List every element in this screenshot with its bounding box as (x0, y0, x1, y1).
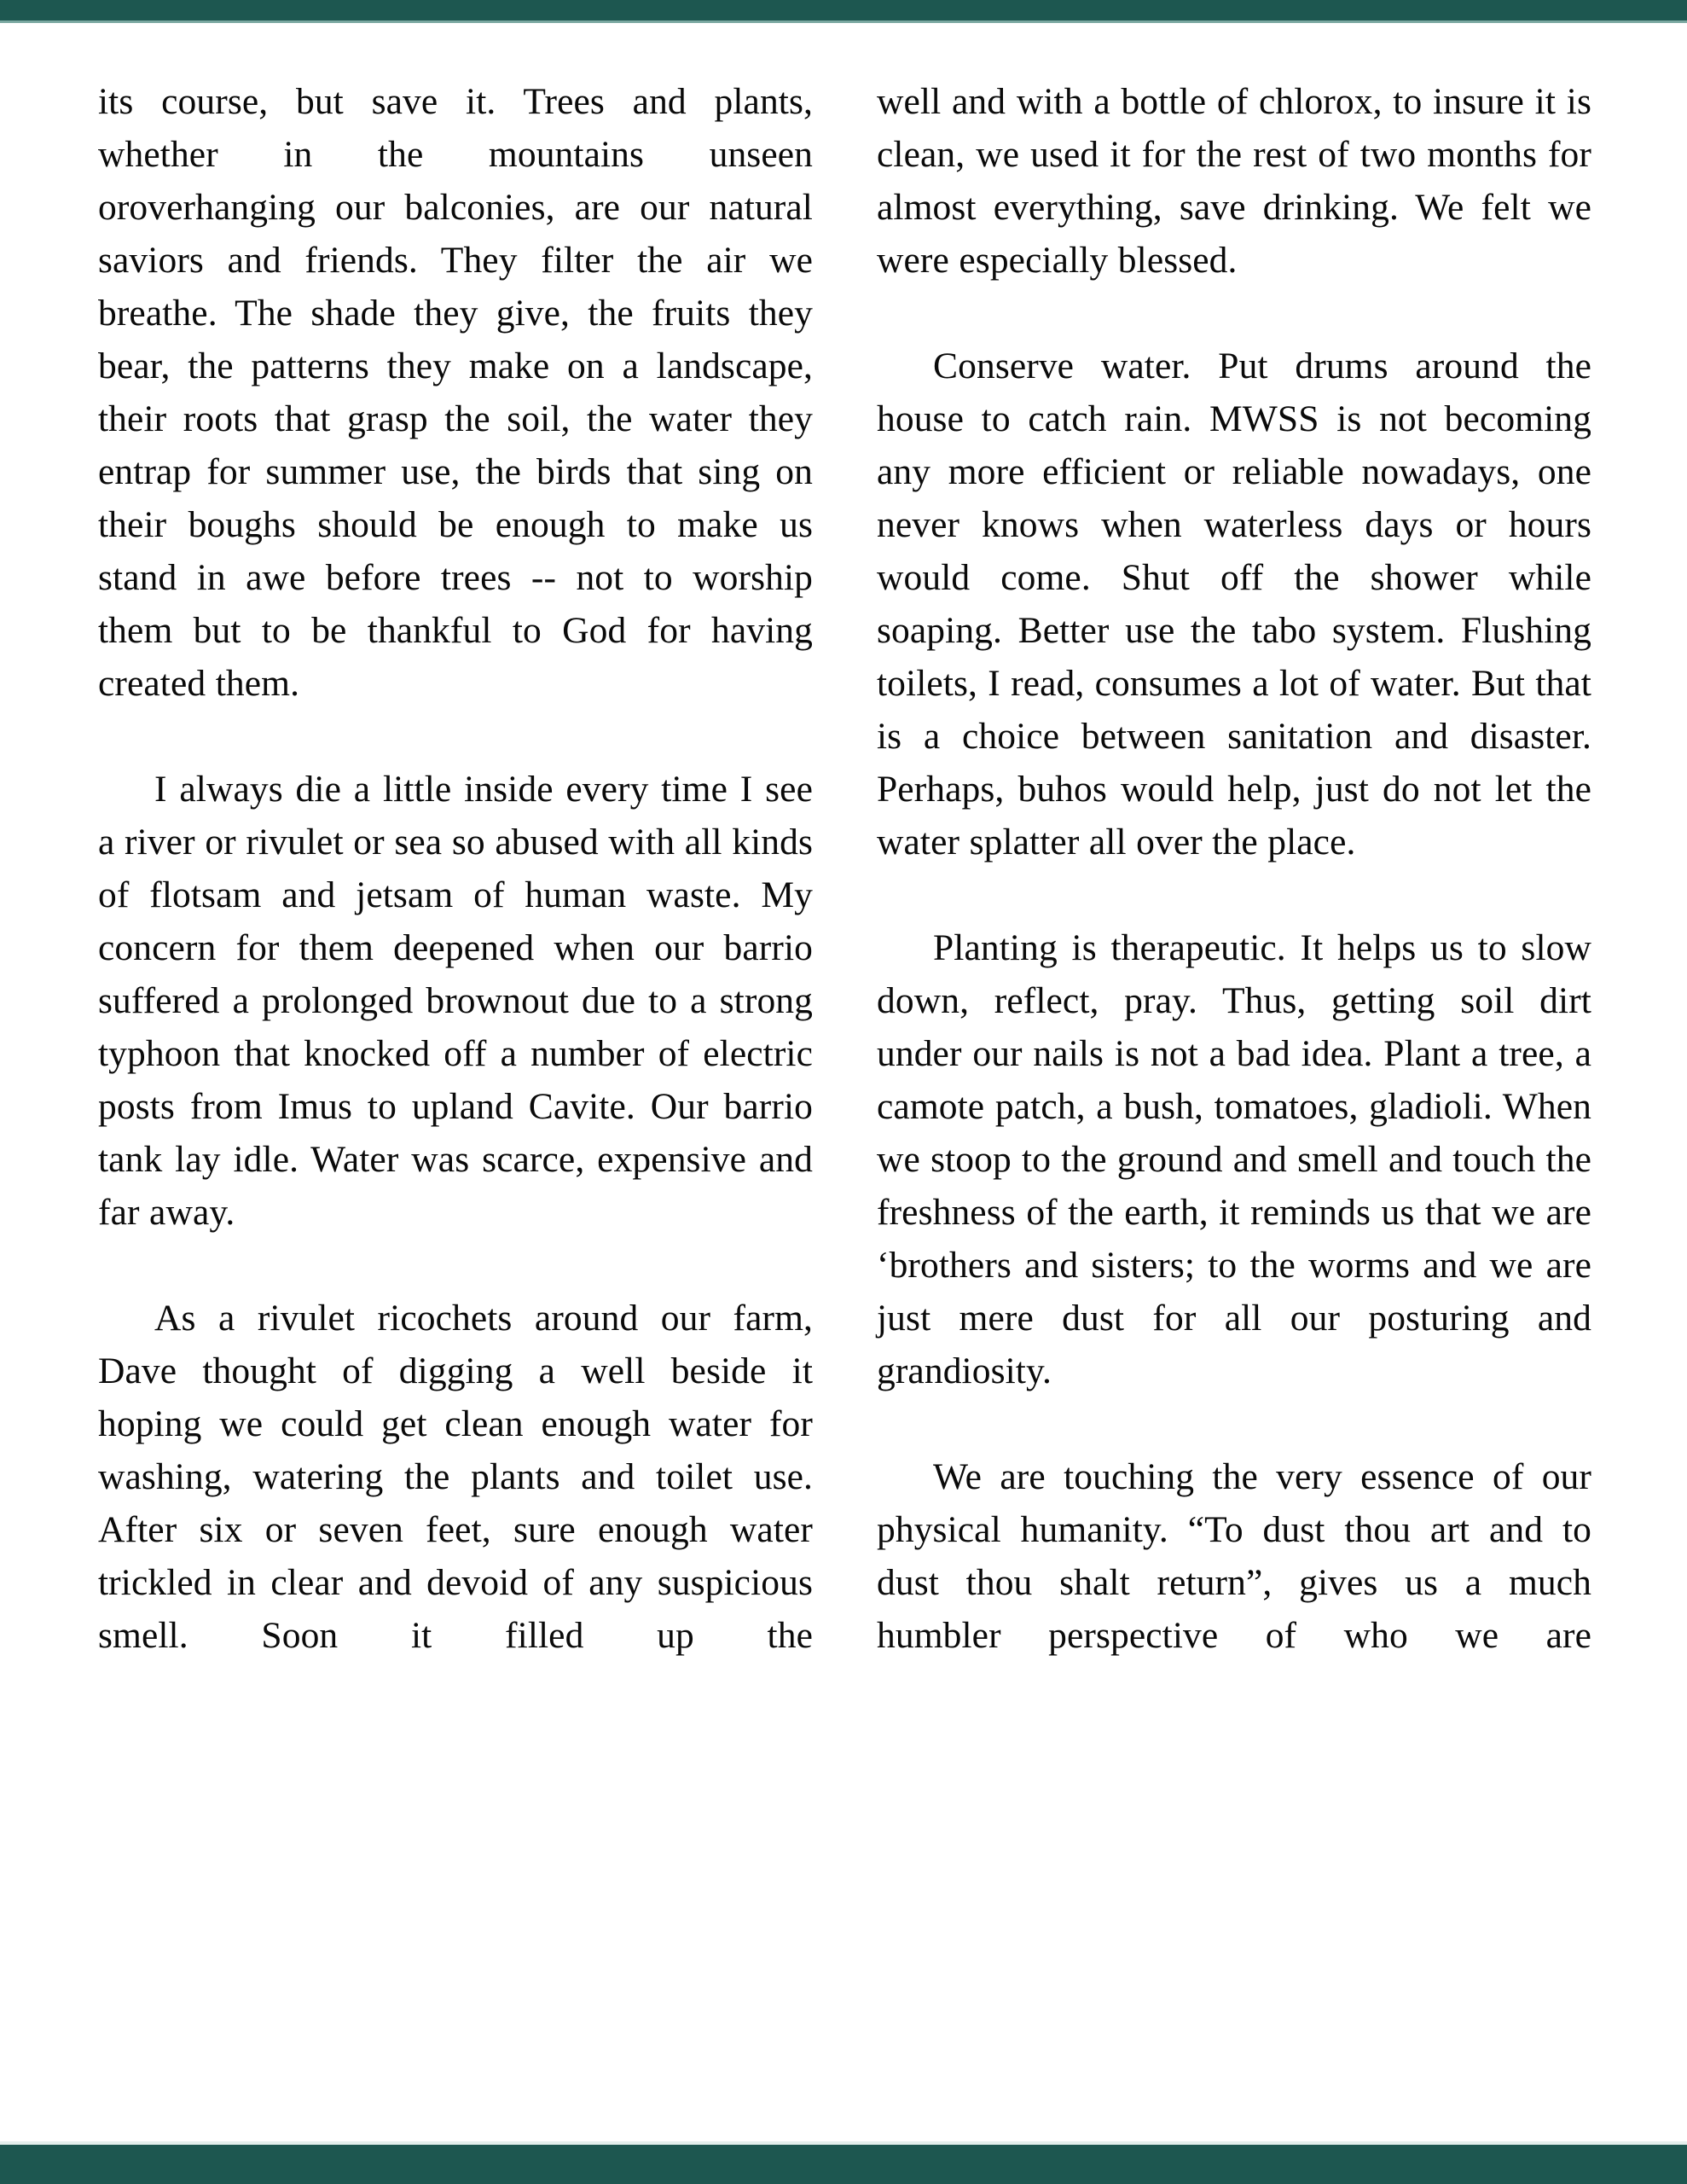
bottom-green-rule (0, 2145, 1687, 2184)
paragraph-conserve-water: Conserve water. Put drums around the house to catch rain. MWSS is not becoming any more efficient or reliable nowadays, one never knows when waterless days or hours would come. Shut off the shower while soaping. Better use the tabo system. Flushing toilets, I read, consumes a lot of water. But that is a choice between sanitation and disaster. Perhaps, buhos would help, just do not let the water splatter all over the place. (877, 346, 1591, 863)
paragraph-chlorox-well: well and with a bottle of chlorox, to insure it is clean, we used it for the rest of two months for almost everything, save drinking. We felt we were especially blessed. (877, 81, 1591, 281)
article-body (98, 75, 1591, 2114)
paragraph-digging-well: As a rivulet ricochets around our farm, Dave thought of digging a well beside it hoping we could get clean enough water for washing, watering the plants and toilet use. After six or seven feet, sure enough water trickled in clear and devoid of any suspicious smell. Soon it filled up the (98, 1298, 813, 1656)
paragraph-rivulet-abuse: I always die a little inside every time I see a river or rivulet or sea so abused with all kinds of flotsam and jetsam of human waste. My concern for them deepened when our barrio suffered a prolonged brownout due to a strong typhoon that knocked off a number of electric posts from Imus to upland Cavite. Our barrio tank lay idle. Water was scarce, expensive and far away. (98, 769, 813, 1233)
top-green-rule (0, 0, 1687, 20)
left-column (98, 75, 813, 1662)
paragraph-continuation: its course, but save it. Trees and plants, whether in the mountains unseen oroverhanging our balconies, are our natural saviors and friends. They filter the air we breathe. The shade they give, the fruits they bear, the patterns they make on a landscape, their roots that grasp the soil, the water they entrap for summer use, the birds that sing on their boughs should be enough to make us stand in awe before trees -- not to worship them but to be thankful to God for having created them. (98, 81, 813, 704)
paragraph-physical-humanity: We are touching the very essence of our physical humanity. “To dust thou art and to dust thou shalt return”, gives us a much humbler perspective of who we are (877, 1456, 1591, 1656)
right-column (877, 75, 1591, 1662)
top-green-rule-hairline (0, 20, 1687, 23)
paragraph-planting-therapeutic: Planting is therapeutic. It helps us to slow down, reflect, pray. Thus, getting soil dirt under our nails is not a bad idea. Plant a tree, a camote patch, a bush, tomatoes, gladioli. When we stoop to the ground and smell and touch the freshness of the earth, it reminds us that we are ‘brothers and sisters; to the worms and we are just mere dust for all our posturing and grandiosity. (877, 927, 1591, 1391)
